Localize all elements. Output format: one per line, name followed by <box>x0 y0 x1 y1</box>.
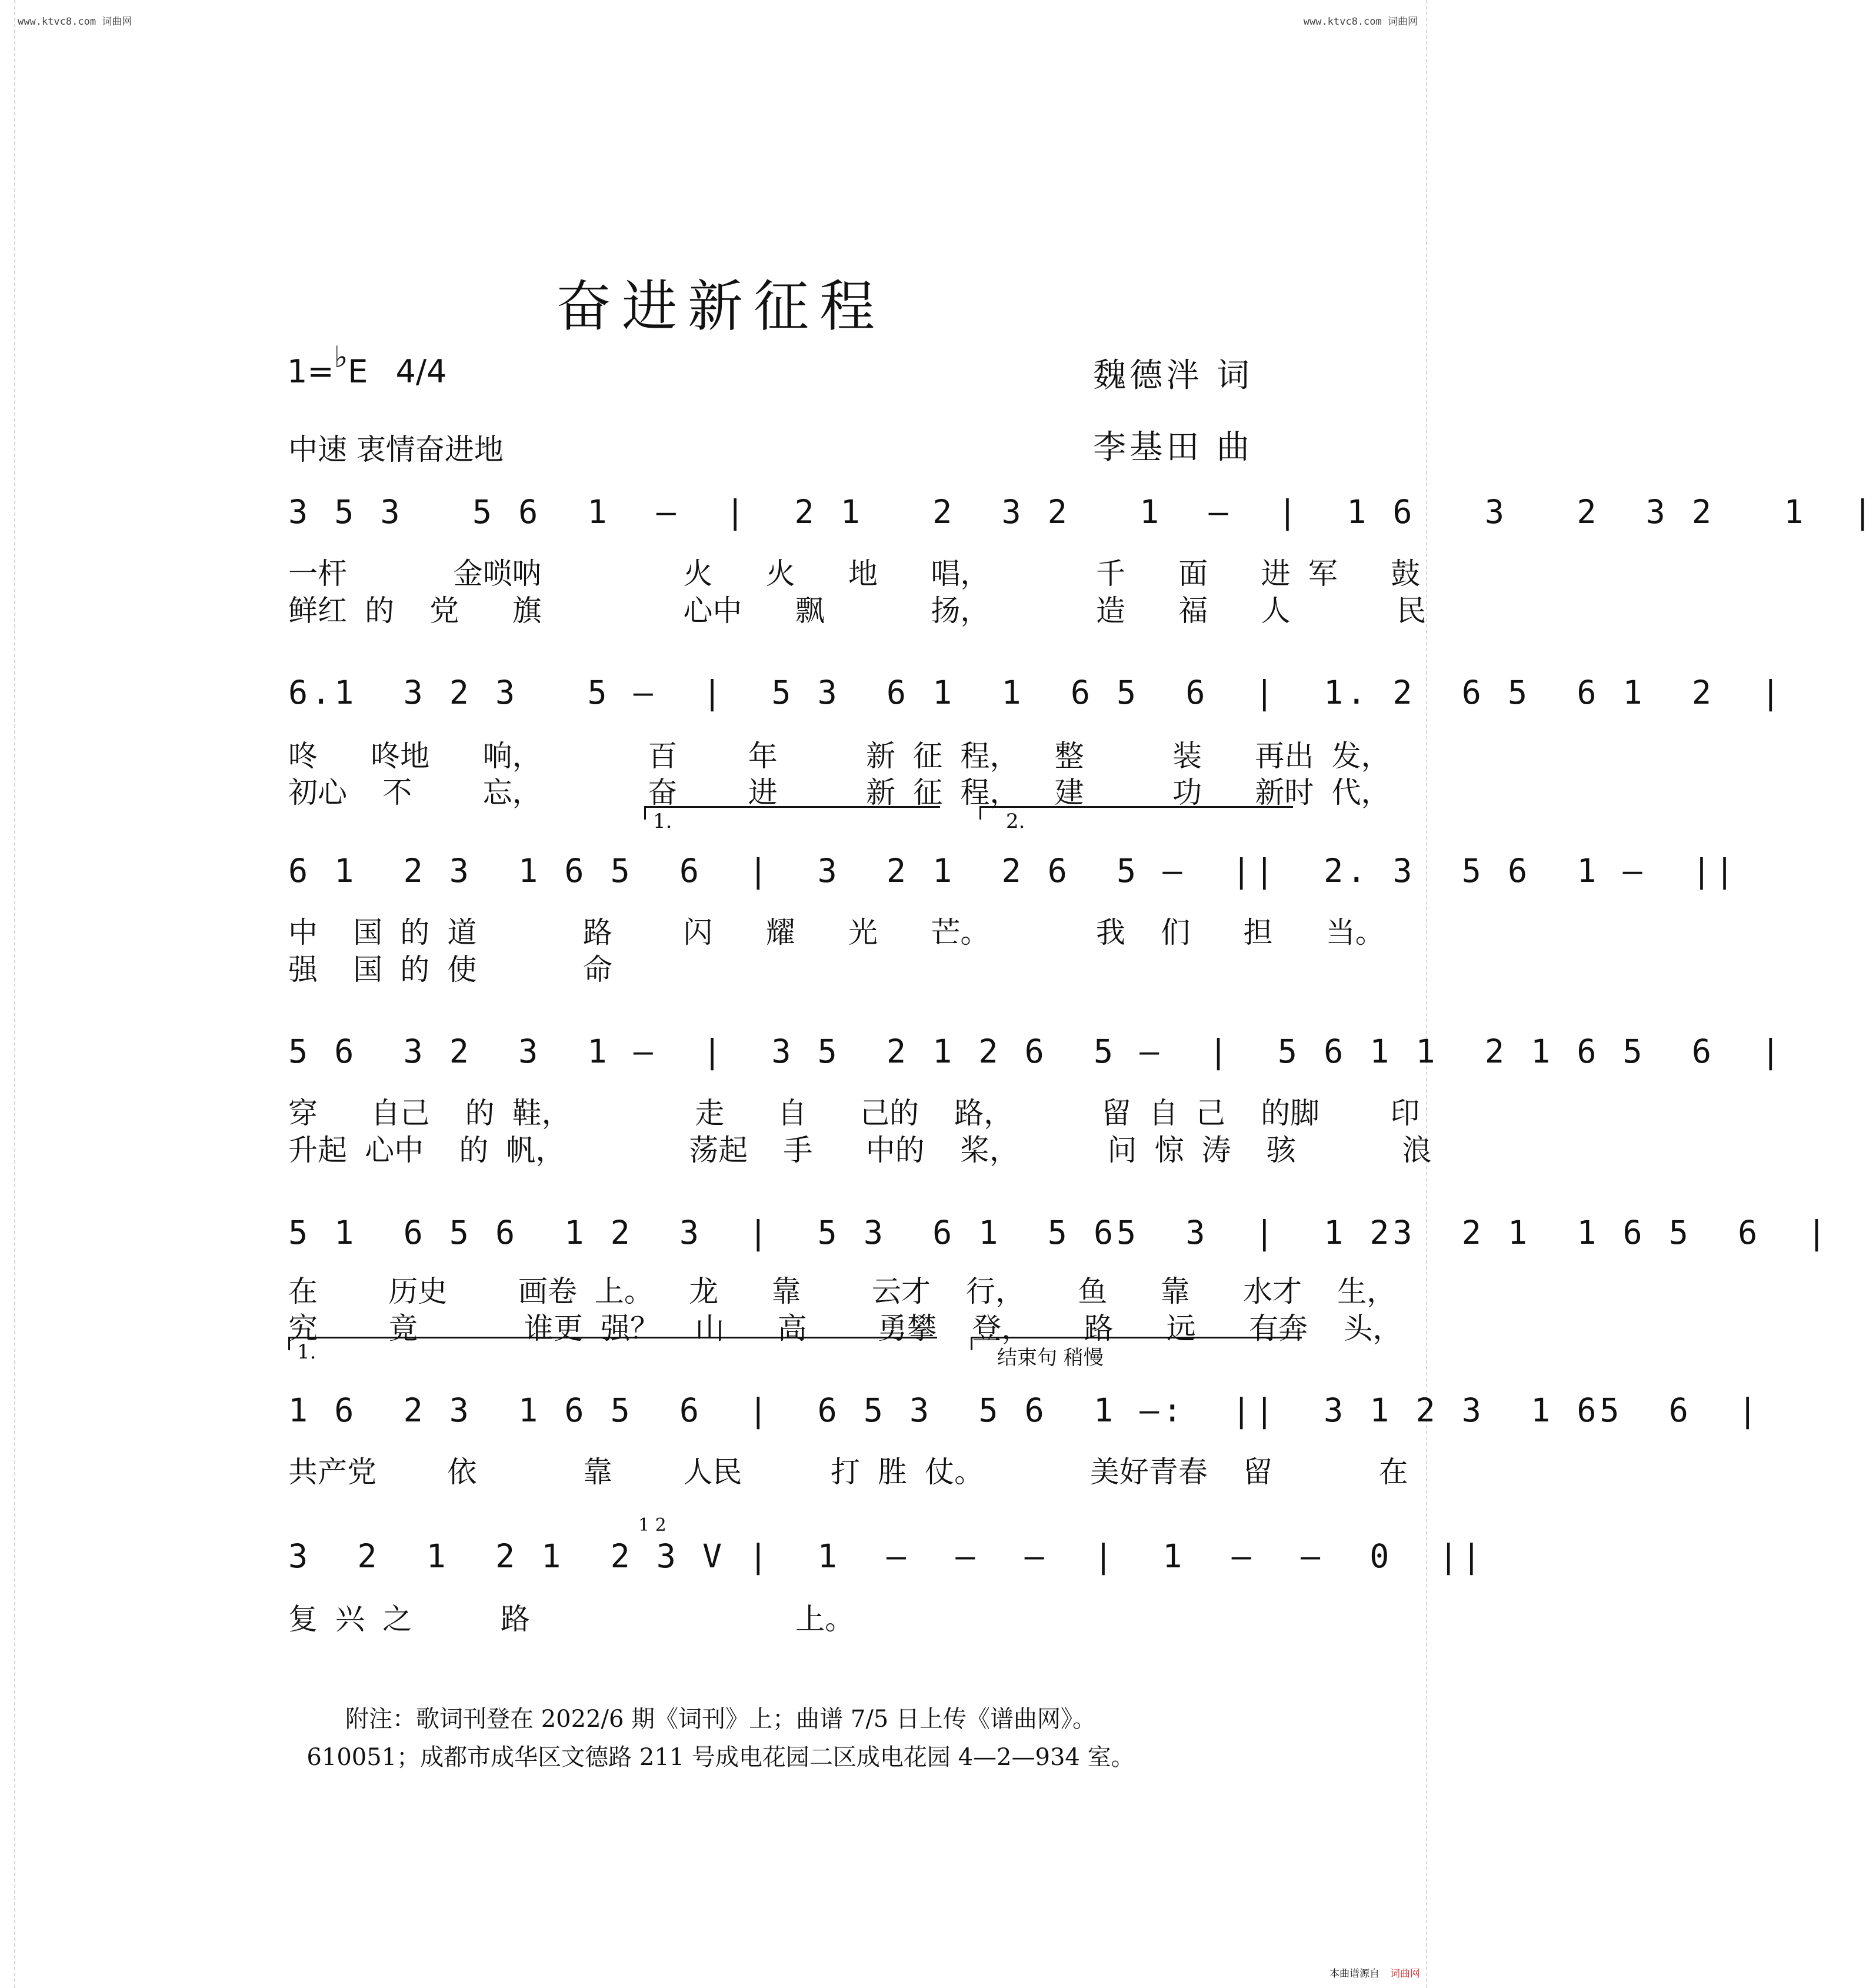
lyric-line-7a: 复 兴 之 路 上。 <box>288 1602 855 1636</box>
flat-icon: ♭ <box>334 340 348 374</box>
watermark-top-left: www.ktvc8.com 词曲网 <box>18 16 132 28</box>
tempo-marking: 中速 衷情奋进地 <box>288 432 504 467</box>
footnote-line-1: 附注：歌词刊登在 2022/6 期《词刊》上；曲谱 7/5 日上传《谱曲网》。 <box>345 1706 1096 1733</box>
score-line-1: 3 5 3 5 6 1 — | 2 1 2 3 2 1 — | 1 6 3 2 3 2 1 | <box>288 493 1876 531</box>
song-title: 奋进新征程 <box>555 275 885 339</box>
lyric-line-3b: 强 国 的 使 命 <box>288 953 613 987</box>
lyric-line-2b: 初心 不 忘， 奋 进 新 征 程， 建 功 新时 代， <box>288 775 1391 810</box>
composer-credit: 李基田 曲 <box>1093 428 1253 467</box>
second-ending-bracket <box>979 806 1293 820</box>
lyric-line-4b: 升起 心中 的 帆， 荡起 手 中的 桨， 问 惊 涛 骇 浪 <box>288 1133 1432 1167</box>
watermark-footer <box>1329 1965 1420 1980</box>
lyric-line-5b: 究 竟 谁更 强？ 山 高 勇攀 登， 路 远 有奔 头， <box>288 1311 1402 1346</box>
key-signature <box>287 340 447 390</box>
final-first-ending-label: 1. <box>297 1340 316 1364</box>
lyric-line-1b: 鲜红 的 党 旗 心中 飘 扬， 造 福 人 民 <box>288 594 1427 628</box>
coda-label: 结束句 稍慢 <box>997 1346 1104 1370</box>
score-line-2: 6.1 3 2 3 5 — | 5 3 6 1 1 6 5 6 | 1. 2 6 5 6 1 2 | <box>288 674 1784 711</box>
score-line-3: 6 1 2 3 1 6 5 6 | 3 2 1 2 6 5 — || 2. 3 5 6 1 — || <box>288 852 1738 890</box>
first-ending-bracket <box>644 806 940 820</box>
score-line-6: 1 6 2 3 1 6 5 6 | 6 5 3 5 6 1 —: || 3 1 2 3 1 65 6 | <box>288 1391 1761 1429</box>
score-line-7: 3 2 1 2 1 2 3 V | 1 — — — | 1 — — 0 || <box>288 1537 1485 1575</box>
lyricist-credit: 魏德泮 词 <box>1093 357 1253 395</box>
lyric-line-5a: 在 历史 画卷 上。 龙 靠 云才 行， 鱼 靠 水才 生， <box>288 1274 1397 1308</box>
alternate-mark: 1 2 <box>638 1515 667 1536</box>
key-prefix: 1= <box>287 353 334 390</box>
lyric-line-4a: 穿 自己 的 鞋， 走 自 己的 路， 留 自 己 的脚 印 <box>288 1096 1420 1130</box>
lyric-line-1a: 一杆 金唢呐 火 火 地 唱， 千 面 进 军 鼓 <box>288 557 1420 591</box>
lyric-line-3a: 中 国 的 道 路 闪 耀 光 芒。 我 们 担 当。 <box>288 915 1385 950</box>
lyric-line-6a: 共产党 依 靠 人民 打 胜 仗。 美好青春 留 在 <box>288 1455 1408 1489</box>
second-ending-label: 2. <box>1006 810 1025 833</box>
final-first-ending-bracket <box>288 1337 937 1350</box>
score-line-4: 5 6 3 2 3 1 — | 3 5 2 1 2 6 5 — | 5 6 1 1 2 1 6 5 6 | <box>288 1033 1784 1070</box>
key-note: E <box>348 353 368 390</box>
watermark-footer-text: 本曲谱源自 <box>1329 1968 1379 1980</box>
score-line-5: 5 1 6 5 6 1 2 3 | 5 3 6 1 5 65 3 | 1 23 2 1 1 6 5 6 | <box>288 1214 1830 1251</box>
time-signature: 4/4 <box>395 353 447 390</box>
lyric-line-2a: 咚 咚地 响， 百 年 新 征 程， 整 装 再出 发， <box>288 739 1391 773</box>
footnote-line-2: 610051；成都市成华区文德路 211 号成电花园二区成电花园 4—2—934 室。 <box>306 1744 1135 1771</box>
first-ending-label: 1. <box>653 810 672 833</box>
watermark-top-right: www.ktvc8.com 词曲网 <box>1303 16 1418 28</box>
watermark-footer-brand: 词曲网 <box>1390 1968 1420 1980</box>
